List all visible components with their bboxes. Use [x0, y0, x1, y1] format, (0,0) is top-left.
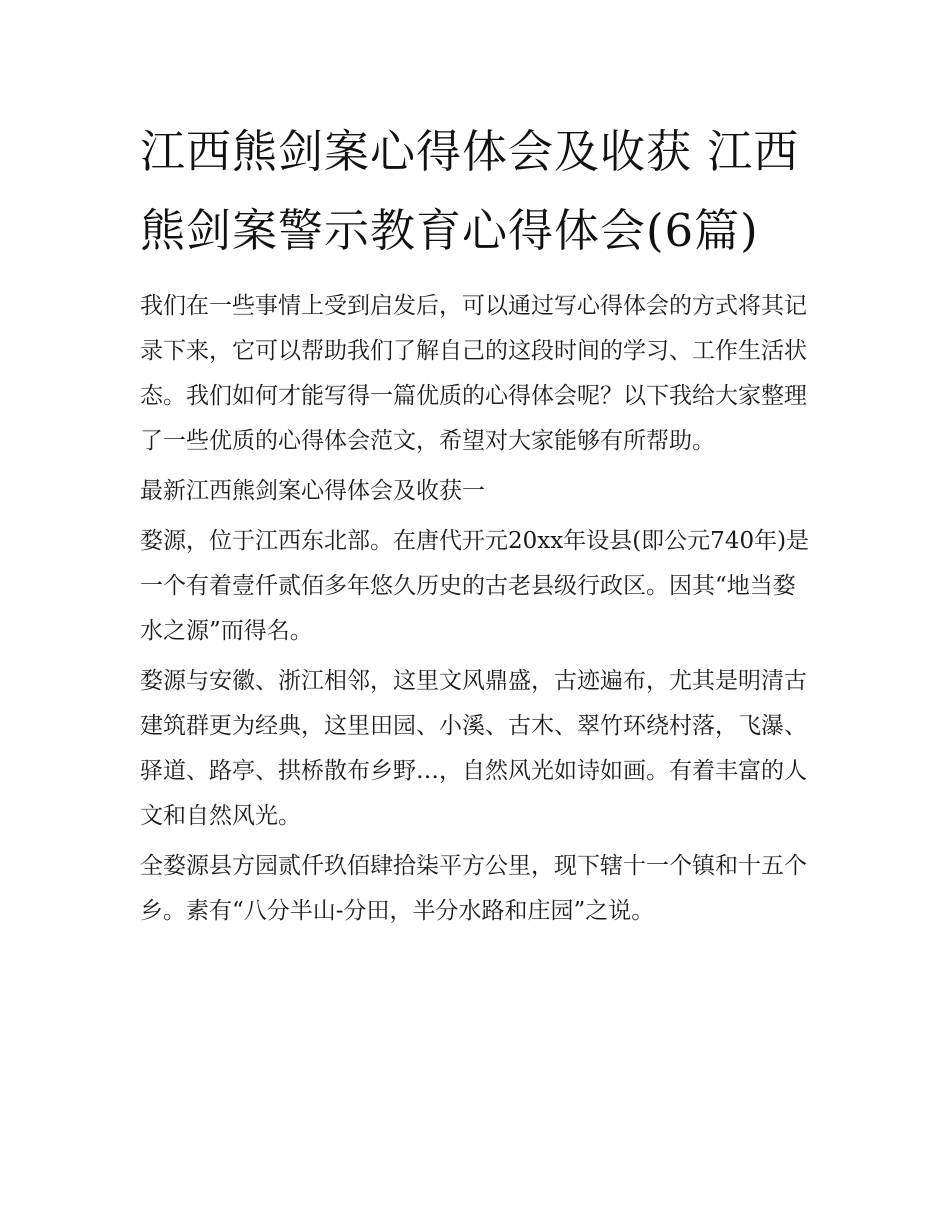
- section-heading: 最新江西熊剑案心得体会及收获一: [140, 478, 485, 504]
- body-paragraph: 婺源，位于江西东北部。在唐代开元20xx年设县(即公元740年)是一个有着壹仟贰佰多年悠久历史的古老县级行政区。因其“地当婺水之源”而得名。: [140, 528, 810, 644]
- body-paragraph: 婺源与安徽、浙江相邻，这里文风鼎盛，古迹遍布，尤其是明清古建筑群更为经典，这里田园、小溪、古木、翠竹环绕村落，飞瀑、驿道、路亭、拱桥散布乡野…，自然风光如诗如画。有着丰富的人文和自然风光。: [140, 668, 807, 829]
- document-body: [140, 112, 812, 939]
- intro-paragraph: 我们在一些事情上受到启发后，可以通过写心得体会的方式将其记录下来，它可以帮助我们了解自己的这段时间的学习、工作生活状态。我们如何才能写得一篇优质的心得体会呢？以下我给大家整理了一些优质的心得体会范文，希望对大家能够有所帮助。: [140, 293, 807, 454]
- document-title: 江西熊剑案心得体会及收获 江西熊剑案警示教育心得体会(6篇): [140, 125, 800, 257]
- body-paragraph: 全婺源县方园贰仟玖佰肆拾柒平方公里，现下辖十一个镇和十五个乡。素有“八分半山-分田，半分水路和庄园”之说。: [140, 853, 807, 924]
